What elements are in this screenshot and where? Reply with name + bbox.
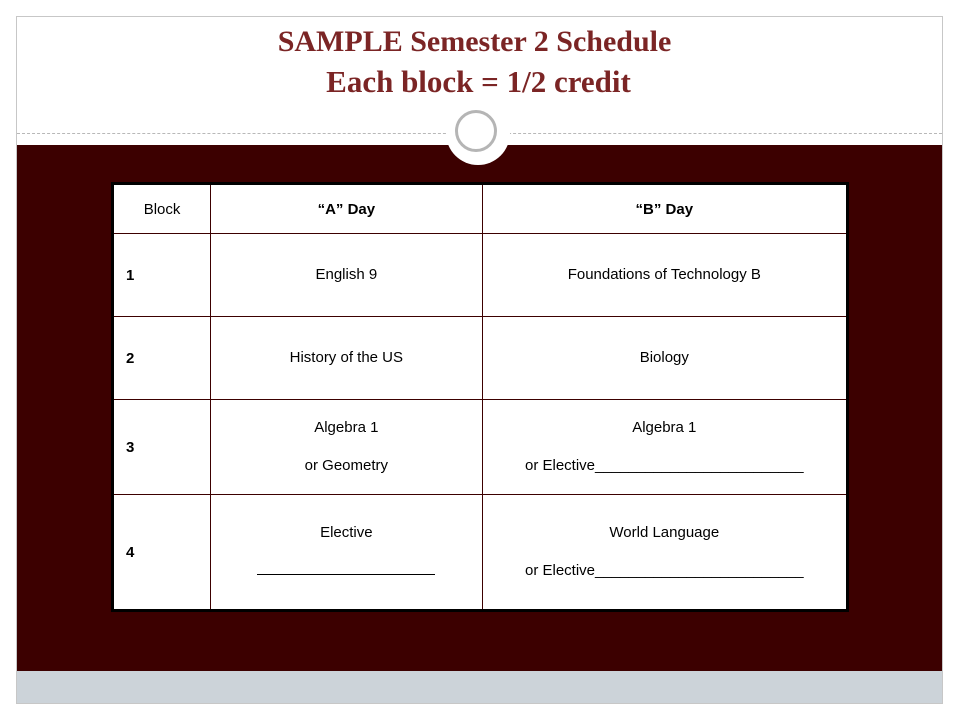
table-row bbox=[113, 495, 848, 611]
course-alternative: or Elective_________________________ bbox=[525, 562, 804, 579]
b-day-cell bbox=[482, 495, 847, 611]
block-number: 2 bbox=[113, 317, 211, 400]
table-header-row bbox=[113, 184, 848, 234]
block-number: 3 bbox=[113, 400, 211, 495]
header-block: Block bbox=[113, 184, 211, 234]
b-day-cell bbox=[482, 317, 847, 400]
course-name: Elective bbox=[320, 524, 373, 541]
footer-band bbox=[17, 671, 942, 703]
course-name: History of the US bbox=[289, 349, 404, 366]
a-day-cell bbox=[211, 234, 483, 317]
blank-underline bbox=[257, 560, 435, 575]
course-alternative: or Elective_________________________ bbox=[525, 457, 804, 474]
course-name: Algebra 1 bbox=[314, 419, 379, 436]
b-day-cell bbox=[482, 400, 847, 495]
blank-line bbox=[211, 552, 482, 590]
title-line-1: SAMPLE Semester 2 Schedule bbox=[277, 25, 672, 58]
a-day-cell bbox=[211, 400, 483, 495]
title-line-2: Each block = 1/2 credit bbox=[326, 64, 631, 99]
header-b-day: “B” Day bbox=[482, 184, 847, 234]
header-a-day: “A” Day bbox=[211, 184, 483, 234]
b-day-cell bbox=[482, 234, 847, 317]
course-name: English 9 bbox=[315, 266, 378, 283]
schedule-table bbox=[111, 182, 849, 612]
course-alternative: or Geometry bbox=[304, 457, 388, 474]
course-name: Foundations of Technology B bbox=[567, 266, 761, 283]
table-row bbox=[113, 317, 848, 400]
block-number: 1 bbox=[113, 234, 211, 317]
table-row bbox=[113, 400, 848, 495]
course-name: Algebra 1 bbox=[632, 419, 697, 436]
block-number: 4 bbox=[113, 495, 211, 611]
course-name: World Language bbox=[609, 524, 720, 541]
course-name: Biology bbox=[639, 349, 689, 366]
table-row bbox=[113, 234, 848, 317]
a-day-cell bbox=[211, 317, 483, 400]
a-day-cell bbox=[211, 495, 483, 611]
circle-ring-icon bbox=[455, 110, 497, 152]
